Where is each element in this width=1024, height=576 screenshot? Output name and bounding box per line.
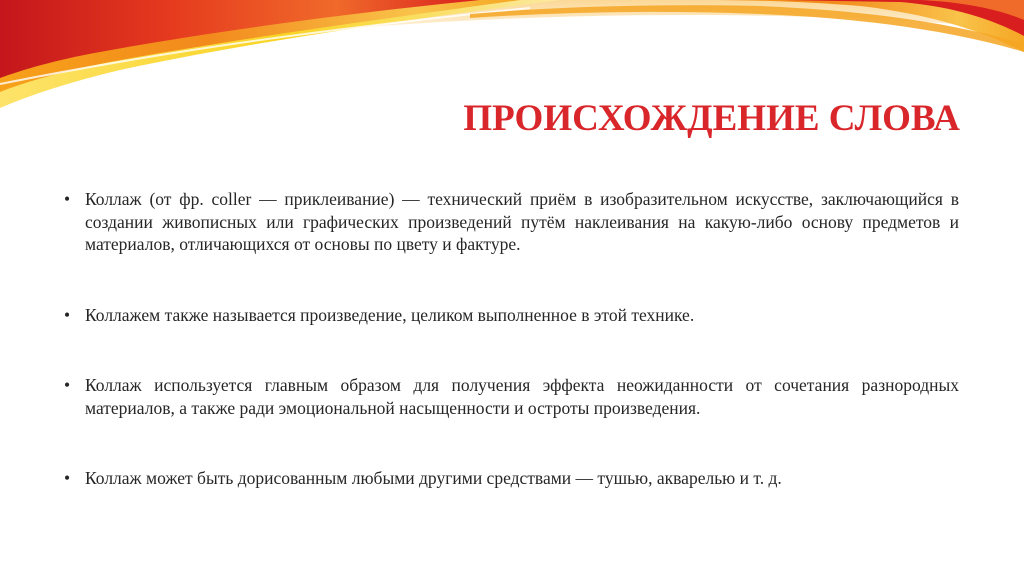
bullet-item: • Коллаж (от фр. coller — приклеивание) — технический приём в изобразительном искусстве, заключающийся в создании живописных или графических произведений путём наклеивания на какую-либо основу предметов и материалов, отличающихся от основы по цвету и фактуре. bbox=[64, 188, 959, 256]
bullet-item: • Коллаж может быть дорисованным любыми другими средствами — тушью, акварелью и т. д. bbox=[64, 467, 959, 490]
slide-title: ПРОИСХОЖДЕНИЕ СЛОВА bbox=[463, 98, 960, 139]
bullet-item: • Коллажем также называется произведение, целиком выполненное в этой технике. bbox=[64, 304, 959, 327]
bullet-list bbox=[64, 188, 959, 490]
bullet-item: • Коллаж используется главным образом для получения эффекта неожиданности от сочетания разнородных материалов, а также ради эмоциональной насыщенности и остроты произведения. bbox=[64, 374, 959, 419]
